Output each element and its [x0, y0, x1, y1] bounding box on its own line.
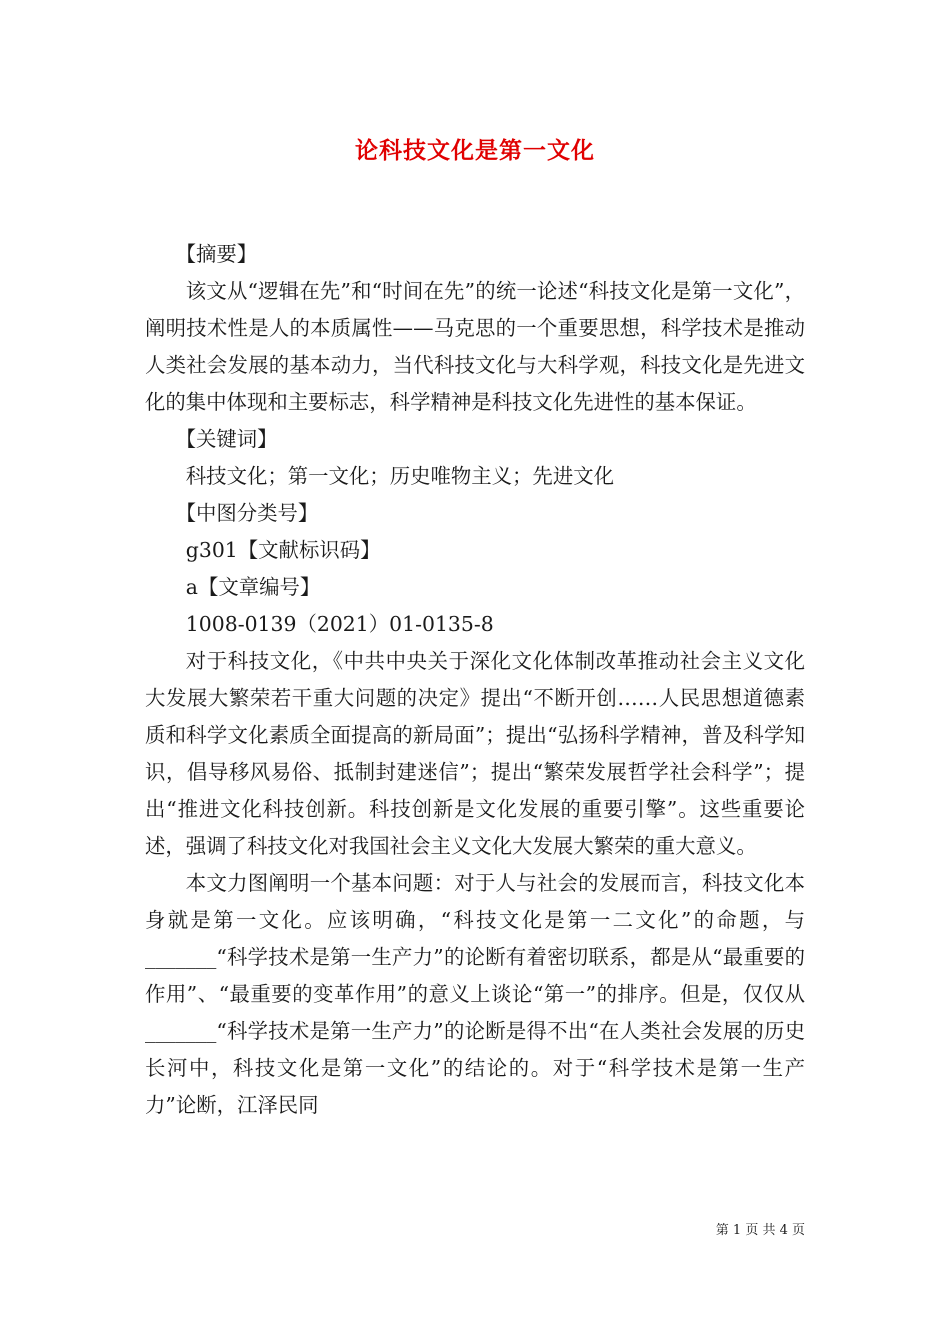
document-title: 论科技文化是第一文化	[355, 137, 595, 164]
doc-code-line: a【文章编号】	[185, 575, 321, 599]
article-number: 1008-0139（2021）01-0135-8	[185, 612, 494, 636]
page-footer: 第 1 页 共 4 页	[715, 1223, 805, 1238]
body-paragraph-2: 本文力图阐明一个基本问题：对于人与社会的发展而言，科技文化本身就是第一文化。应该明确，“科技文化是第一二文化”的命题，与_______“科学技术是第一生产力”的论断有着密切联系，都是从“最重要的作用”、“最重要的变革作用”的意义上谈论“第一”的排序。但是，仅仅从_______“科学技术是第一生产力”的论断是得不出“在人类社会发展的历史长河中，科技文化是第一文化”的结论的。对于“科学技术是第一生产力”论断，江泽民同	[145, 871, 805, 1117]
keywords-text: 科技文化；第一文化；历史唯物主义；先进文化	[185, 464, 614, 488]
abstract-text: 该文从“逻辑在先”和“时间在先”的统一论述“科技文化是第一文化”，阐明技术性是人的本质属性——马克思的一个重要思想，科学技术是推动人类社会发展的基本动力，当代科技文化与大科学观，科技文化是先进文化的集中体现和主要标志，科学精神是科技文化先进性的基本保证。	[145, 279, 805, 414]
keywords-label: 【关键词】	[175, 427, 278, 451]
abstract-label: 【摘要】	[175, 242, 258, 266]
document-body	[145, 236, 805, 1124]
body-paragraph-1: 对于科技文化，《中共中央关于深化文化体制改革推动社会主义文化大发展大繁荣若干重大问题的决定》提出“不断开创……人民思想道德素质和科学文化素质全面提高的新局面”；提出“弘扬科学精神，普及科学知识，倡导移风易俗、抵制封建迷信”；提出“繁荣发展哲学社会科学”；提出“推进文化科技创新。科技创新是文化发展的重要引擎”。这些重要论述，强调了科技文化对我国社会主义文化大发展大繁荣的重大意义。	[145, 649, 805, 858]
clc-label: 【中图分类号】	[175, 501, 319, 525]
clc-line: g301【文献标识码】	[185, 538, 381, 562]
